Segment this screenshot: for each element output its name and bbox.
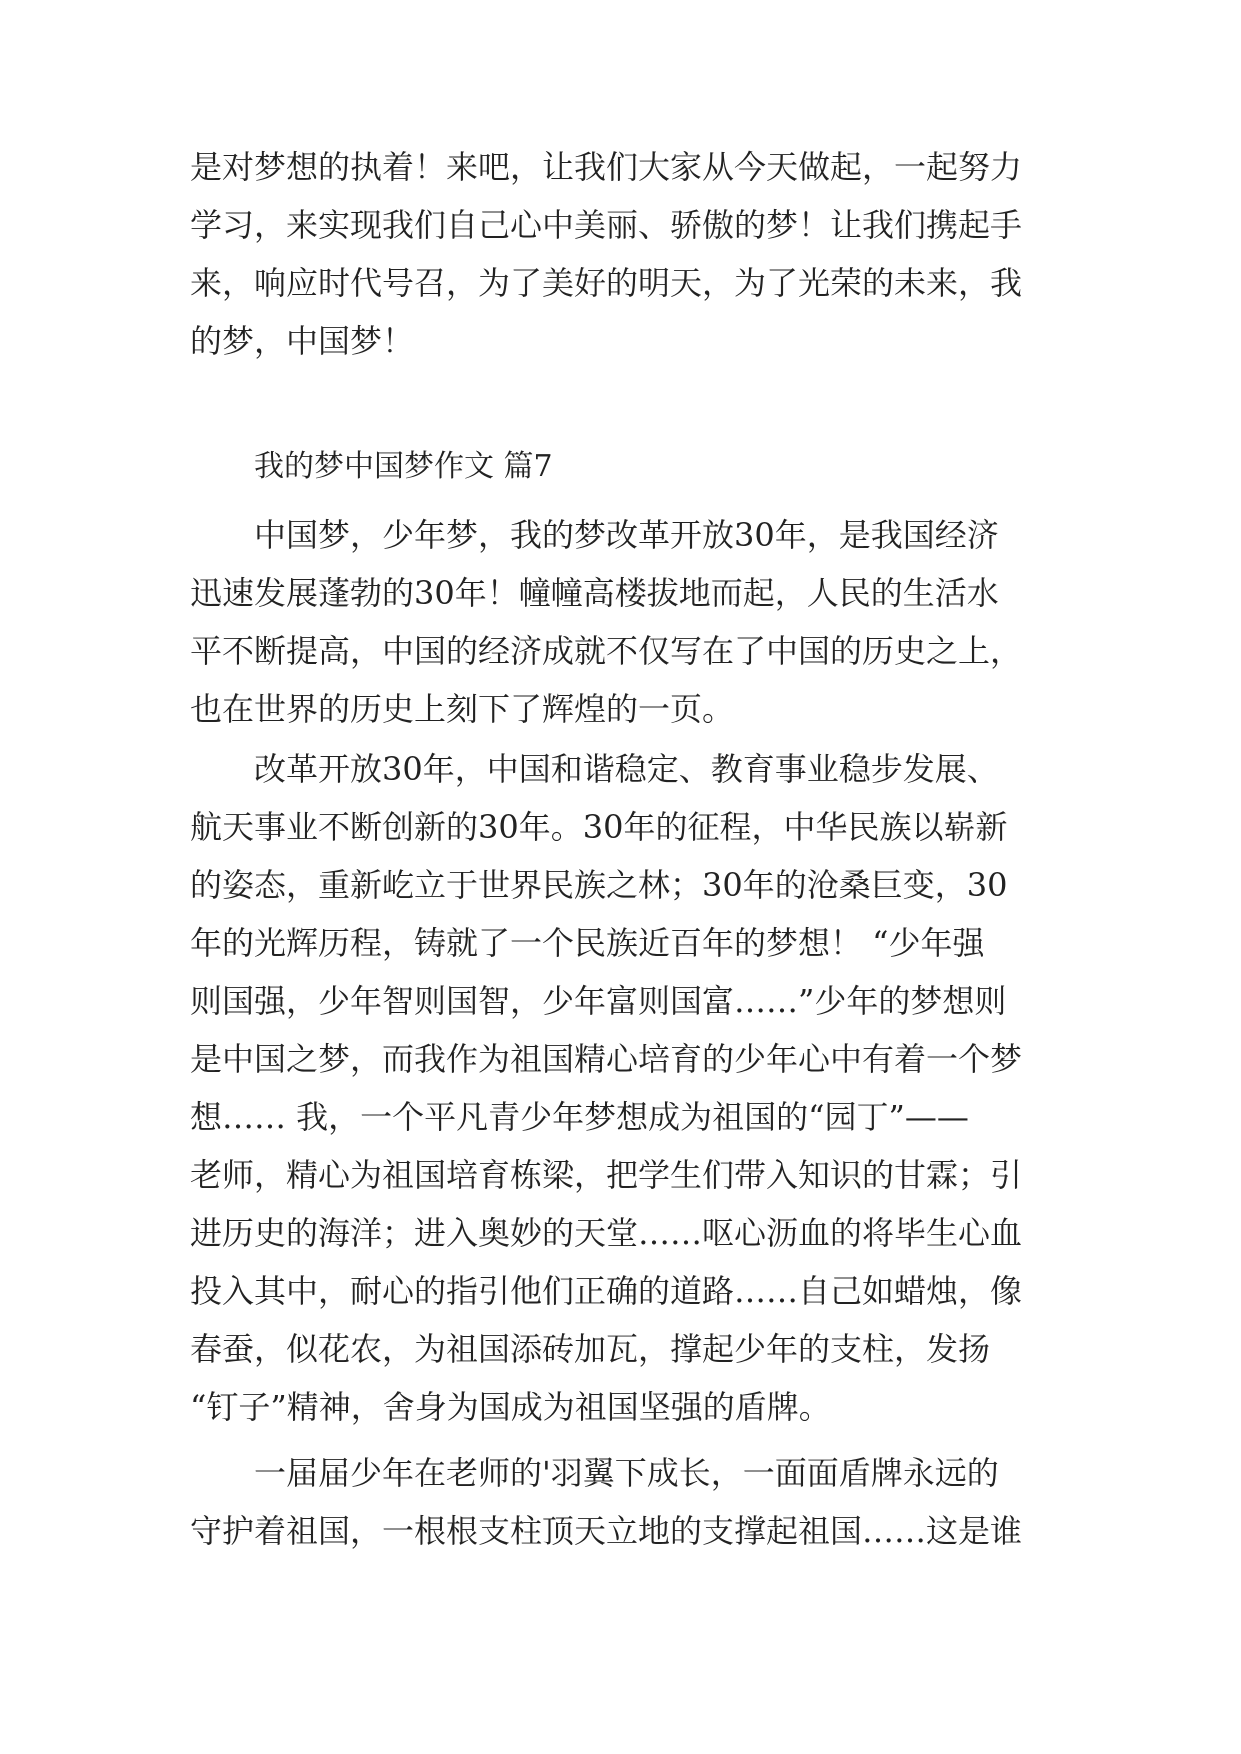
- paragraph-2: [190, 740, 1070, 1436]
- text-line: 迅速发展蓬勃的30年！幢幢高楼拔地而起，人民的生活水: [190, 574, 999, 612]
- text-line: 年的光辉历程，铸就了一个民族近百年的梦想！ “少年强: [190, 924, 985, 962]
- text-line: 学习，来实现我们自己心中美丽、骄傲的梦！让我们携起手: [190, 206, 1023, 244]
- text-line: 是中国之梦，而我作为祖国精心培育的少年心中有着一个梦: [190, 1040, 1023, 1078]
- text-line: “钉子”精神，舍身为国成为祖国坚强的盾牌。: [190, 1388, 831, 1426]
- text-line: 的梦，中国梦！: [190, 322, 415, 360]
- text-line: 则国强，少年智则国智，少年富则国富……”少年的梦想则: [190, 982, 1007, 1020]
- text-line: 想…… 我，一个平凡青少年梦想成为祖国的“园丁”——: [190, 1098, 969, 1136]
- section-heading-block: [190, 438, 1070, 496]
- paragraph-3: [190, 1444, 1070, 1560]
- text-line: 春蚕，似花农，为祖国添砖加瓦，撑起少年的支柱，发扬: [190, 1330, 991, 1368]
- text-line: 改革开放30年，中国和谐稳定、教育事业稳步发展、: [254, 750, 999, 788]
- text-line: 老师，精心为祖国培育栋梁，把学生们带入知识的甘霖；引: [190, 1156, 1023, 1194]
- text-line: 进历史的海洋；进入奥妙的天堂……呕心沥血的将毕生心血: [190, 1214, 1023, 1252]
- text-line: 投入其中，耐心的指引他们正确的道路……自己如蜡烛，像: [190, 1272, 1023, 1310]
- text-line: 守护着祖国，一根根支柱顶天立地的支撑起祖国……这是谁: [190, 1512, 1023, 1550]
- text-line: 一届届少年在老师的'羽翼下成长，一面面盾牌永远的: [254, 1454, 999, 1492]
- text-line: 来，响应时代号召，为了美好的明天，为了光荣的未来，我: [190, 264, 1023, 302]
- paragraph-1: [190, 506, 1070, 738]
- text-line: 也在世界的历史上刻下了辉煌的一页。: [190, 690, 735, 728]
- section-heading: 我的梦中国梦作文 篇7: [254, 449, 553, 484]
- text-line: 中国梦，少年梦，我的梦改革开放30年，是我国经济: [254, 516, 999, 554]
- text-line: 的姿态，重新屹立于世界民族之林；30年的沧桑巨变，30: [190, 866, 1008, 904]
- text-line: 平不断提高，中国的经济成就不仅写在了中国的历史之上，: [190, 632, 1023, 670]
- text-line: 是对梦想的执着！来吧，让我们大家从今天做起，一起努力: [190, 148, 1023, 186]
- text-line: 航天事业不断创新的30年。30年的征程，中华民族以崭新: [190, 808, 1008, 846]
- closing-paragraph: [190, 138, 1070, 370]
